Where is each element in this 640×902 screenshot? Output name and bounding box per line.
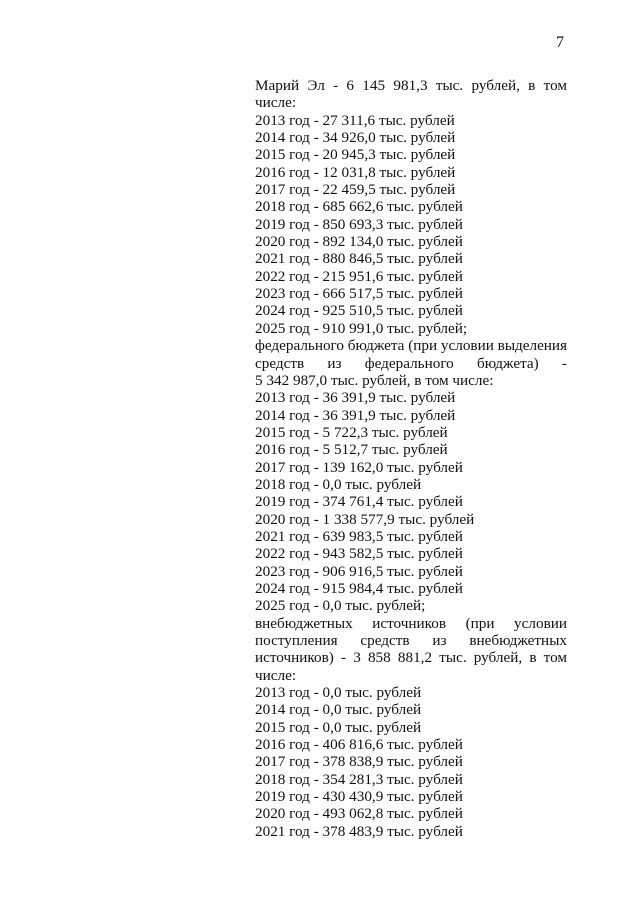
- text-line: 2023 год - 666 517,5 тыс. рублей: [255, 285, 463, 303]
- document-body: [255, 77, 567, 840]
- text-line: 2014 год - 36 391,9 тыс. рублей: [255, 406, 456, 424]
- text-line: 2024 год - 915 984,4 тыс. рублей: [255, 579, 463, 597]
- text-line: 2016 год - 5 512,7 тыс. рублей: [255, 441, 448, 459]
- text-line: Марий Эл - 6 145 981,3 тыс. рублей, в том: [255, 77, 567, 94]
- text-line: 2018 год - 0,0 тыс. рублей: [255, 475, 422, 493]
- text-line: 2025 год - 910 991,0 тыс. рублей;: [255, 319, 468, 337]
- text-line: 2022 год - 215 951,6 тыс. рублей: [255, 267, 463, 285]
- text-line: 2019 год - 374 761,4 тыс. рублей: [255, 493, 463, 511]
- text-line: 2017 год - 139 162,0 тыс. рублей: [255, 458, 463, 476]
- text-line: внебюджетных источников (при условии: [255, 614, 567, 632]
- text-line: 2023 год - 906 916,5 тыс. рублей: [255, 562, 463, 580]
- text-line: 2024 год - 925 510,5 тыс. рублей: [255, 302, 463, 320]
- text-line: числе:: [255, 666, 297, 684]
- text-line: 2025 год - 0,0 тыс. рублей;: [255, 597, 426, 615]
- page-number: 7: [556, 34, 564, 51]
- text-line: 2013 год - 27 311,6 тыс. рублей: [255, 111, 455, 129]
- text-line: поступления средств из внебюджетных: [255, 632, 567, 649]
- text-line: 2015 год - 5 722,3 тыс. рублей: [255, 423, 448, 441]
- text-line: 2014 год - 34 926,0 тыс. рублей: [255, 129, 456, 147]
- text-line: 2018 год - 685 662,6 тыс. рублей: [255, 198, 463, 216]
- text-line: 2021 год - 880 846,5 тыс. рублей: [255, 250, 463, 268]
- text-line: 2020 год - 493 062,8 тыс. рублей: [255, 805, 463, 823]
- text-line: 2018 год - 354 281,3 тыс. рублей: [255, 770, 463, 788]
- text-line: средств из федерального бюджета) -: [255, 354, 567, 372]
- text-line: 2019 год - 850 693,3 тыс. рублей: [255, 215, 463, 233]
- text-line: 2013 год - 36 391,9 тыс. рублей: [255, 389, 456, 407]
- text-line: 2020 год - 1 338 577,9 тыс. рублей: [255, 510, 475, 528]
- text-line: 5 342 987,0 тыс. рублей, в том числе:: [255, 371, 494, 389]
- text-line: 2014 год - 0,0 тыс. рублей: [255, 701, 422, 719]
- text-line: 2021 год - 639 983,5 тыс. рублей: [255, 527, 463, 545]
- text-line: 2016 год - 406 816,6 тыс. рублей: [255, 736, 463, 754]
- text-line: 2017 год - 22 459,5 тыс. рублей: [255, 181, 456, 199]
- text-line: 2015 год - 20 945,3 тыс. рублей: [255, 146, 456, 164]
- text-line: 2019 год - 430 430,9 тыс. рублей: [255, 788, 463, 806]
- text-line: 2020 год - 892 134,0 тыс. рублей: [255, 233, 463, 251]
- text-line: 2015 год - 0,0 тыс. рублей: [255, 718, 422, 736]
- text-line: 2022 год - 943 582,5 тыс. рублей: [255, 545, 463, 563]
- text-line: числе:: [255, 94, 297, 112]
- text-line: 2013 год - 0,0 тыс. рублей: [255, 684, 422, 702]
- text-line: 2021 год - 378 483,9 тыс. рублей: [255, 822, 463, 840]
- text-line: федерального бюджета (при условии выделения: [255, 337, 568, 355]
- text-line: 2016 год - 12 031,8 тыс. рублей: [255, 163, 456, 181]
- text-line: источников) - 3 858 881,2 тыс. рублей, в том: [255, 649, 567, 667]
- text-line: 2017 год - 378 838,9 тыс. рублей: [255, 753, 463, 771]
